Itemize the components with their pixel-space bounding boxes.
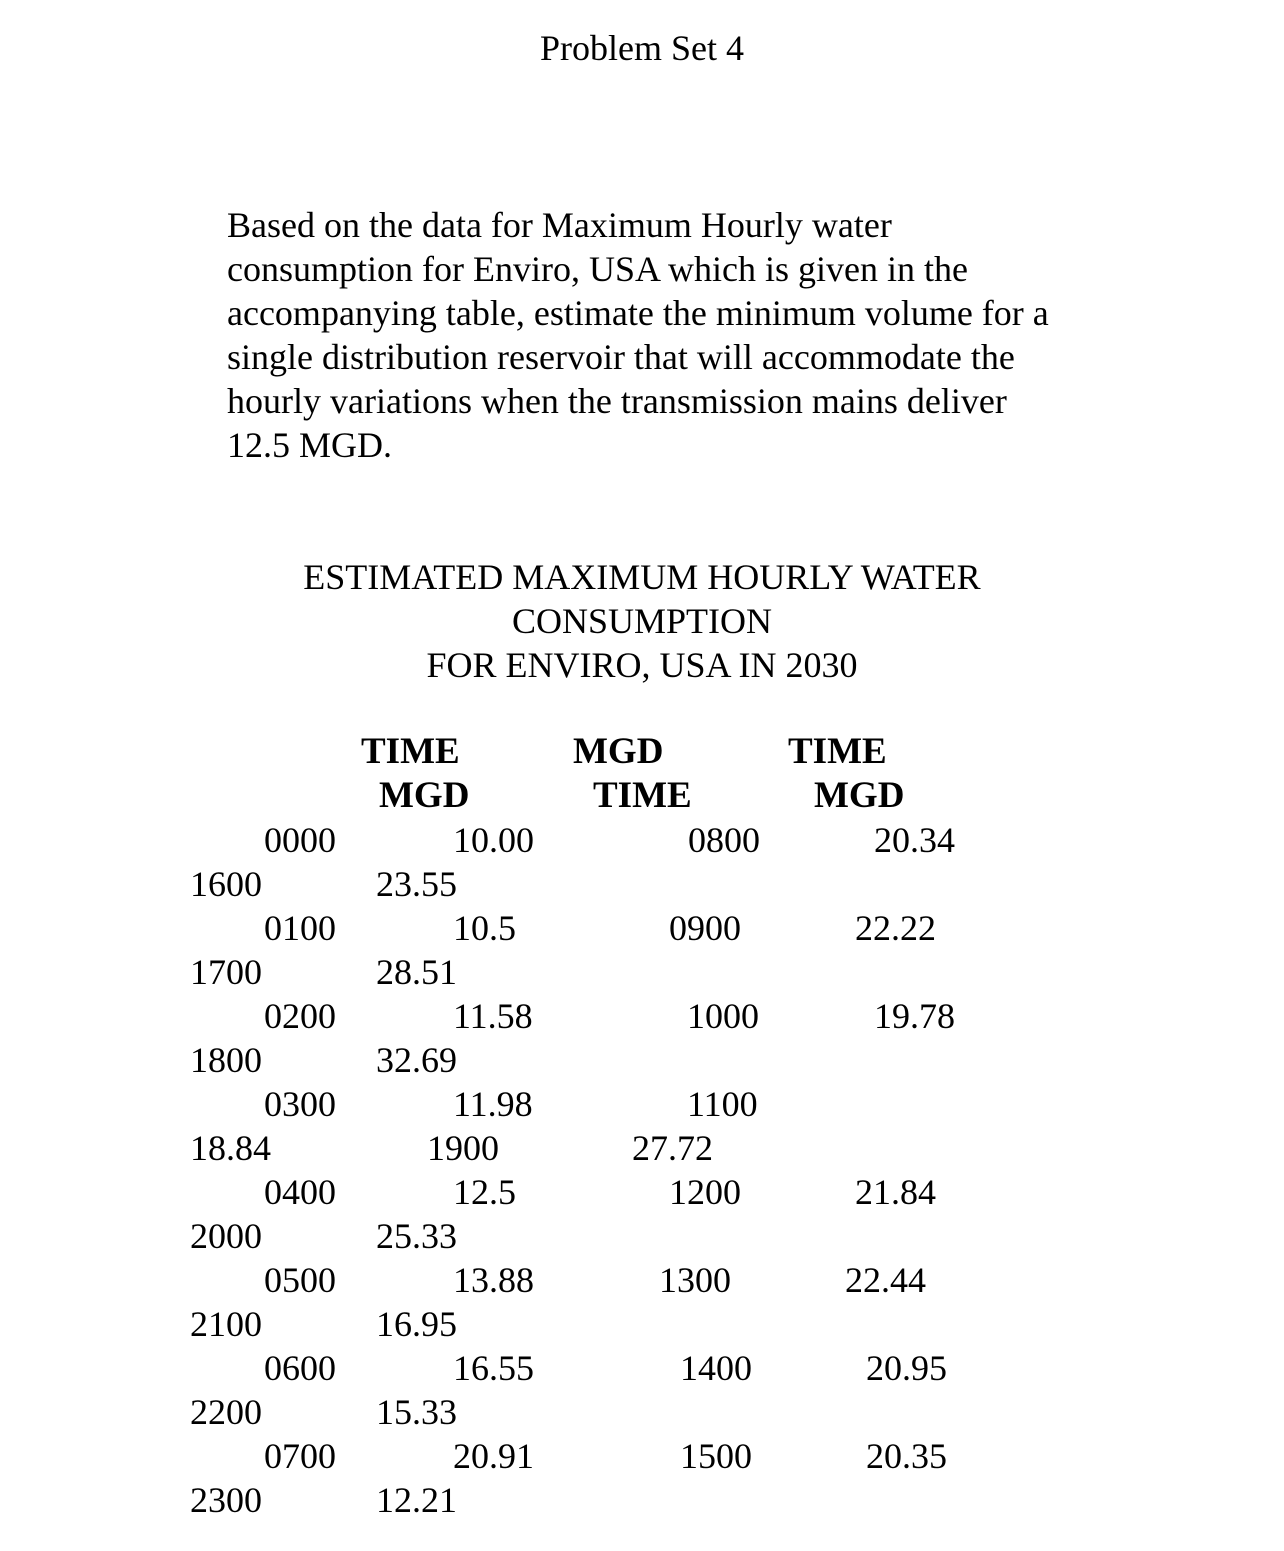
table-title-line: FOR ENVIRO, USA IN 2030 — [426, 645, 858, 685]
table-cell: 12.21 — [376, 1480, 457, 1520]
table-cell: 22.44 — [845, 1260, 926, 1300]
table-title-line: CONSUMPTION — [511, 601, 773, 641]
table-cell: 27.72 — [632, 1128, 713, 1168]
table-cell: 28.51 — [376, 952, 457, 992]
table-cell: 1300 — [659, 1260, 731, 1300]
table-cell: 1100 — [687, 1084, 758, 1124]
header-mgd-2: MGD — [379, 775, 470, 816]
header-mgd-3: MGD — [814, 775, 905, 816]
table-cell: 1600 — [190, 864, 262, 904]
table-cell: 2100 — [190, 1304, 262, 1344]
table-cell: 2000 — [190, 1216, 262, 1256]
table-cell: 0900 — [669, 908, 741, 948]
table-cell: 1700 — [190, 952, 262, 992]
table-cell: 1000 — [687, 996, 759, 1036]
table-cell: 0100 — [264, 908, 336, 948]
problem-line: Based on the data for Maximum Hourly water — [227, 205, 892, 245]
problem-line: 12.5 MGD. — [227, 425, 393, 465]
table-cell: 1900 — [427, 1128, 499, 1168]
table-cell: 25.33 — [376, 1216, 457, 1256]
page-title: Problem Set 4 — [540, 28, 744, 68]
table-cell: 0800 — [688, 820, 760, 860]
problem-line: consumption for Enviro, USA which is given in the — [227, 249, 968, 289]
table-cell: 22.22 — [855, 908, 936, 948]
header-time-2: TIME — [788, 731, 887, 772]
table-cell: 16.95 — [376, 1304, 457, 1344]
table-cell: 19.78 — [874, 996, 955, 1036]
table-cell: 0300 — [264, 1084, 336, 1124]
table-cell: 20.34 — [874, 820, 955, 860]
header-mgd-1: MGD — [573, 731, 664, 772]
table-cell: 1800 — [190, 1040, 262, 1080]
table-cell: 10.5 — [453, 908, 516, 948]
problem-statement — [227, 203, 1127, 467]
problem-line: hourly variations when the transmission mains deliver — [227, 381, 1007, 421]
table-cell: 0000 — [264, 820, 336, 860]
table-cell: 32.69 — [376, 1040, 457, 1080]
problem-line: accompanying table, estimate the minimum volume for a — [227, 293, 1049, 333]
table-cell: 11.98 — [453, 1084, 533, 1124]
table-cell: 12.5 — [453, 1172, 516, 1212]
table-cell: 0700 — [264, 1436, 336, 1476]
table-cell: 18.84 — [190, 1128, 271, 1168]
table-cell: 15.33 — [376, 1392, 457, 1432]
table-title — [0, 555, 1284, 687]
table-cell: 1200 — [669, 1172, 741, 1212]
table-cell: 0500 — [264, 1260, 336, 1300]
table-cell: 0200 — [264, 996, 336, 1036]
table-cell: 2200 — [190, 1392, 262, 1432]
table-cell: 0600 — [264, 1348, 336, 1388]
table-cell: 13.88 — [453, 1260, 534, 1300]
table-cell: 0400 — [264, 1172, 336, 1212]
header-time-3: TIME — [593, 775, 692, 816]
table-cell: 1500 — [680, 1436, 752, 1476]
table-cell: 23.55 — [376, 864, 457, 904]
table-cell: 20.91 — [453, 1436, 534, 1476]
table-cell: 21.84 — [855, 1172, 936, 1212]
table-cell: 20.95 — [866, 1348, 947, 1388]
table-cell: 10.00 — [453, 820, 534, 860]
problem-line: single distribution reservoir that will accommodate the — [227, 337, 1015, 377]
table-cell: 20.35 — [866, 1436, 947, 1476]
table-cell: 1400 — [680, 1348, 752, 1388]
table-title-line: ESTIMATED MAXIMUM HOURLY WATER — [303, 557, 981, 597]
table-cell: 2300 — [190, 1480, 262, 1520]
table-cell: 11.58 — [453, 996, 533, 1036]
table-cell: 16.55 — [453, 1348, 534, 1388]
header-time-1: TIME — [361, 731, 460, 772]
